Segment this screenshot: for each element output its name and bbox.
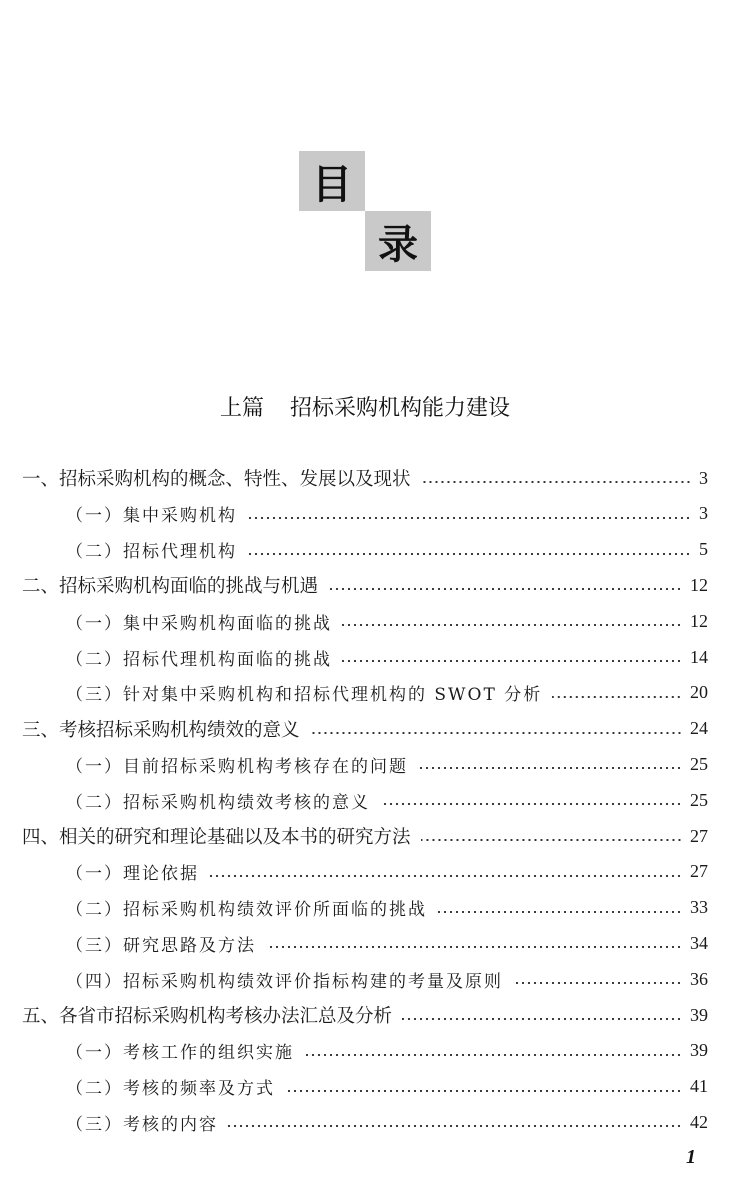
toc-entry-label: （一）考核工作的组织实施	[66, 1043, 294, 1064]
toc-section-entry[interactable]	[66, 532, 708, 568]
dot-leader	[402, 1018, 682, 1020]
dot-leader	[310, 732, 682, 734]
dot-leader	[437, 911, 682, 913]
toc-entry-label: （一）集中采购机构面临的挑战	[66, 613, 332, 634]
toc-entry-label: （一）理论依据	[66, 864, 199, 885]
title-char-lu: 录	[365, 211, 431, 271]
toc-section-entry[interactable]	[66, 675, 708, 711]
toc-entry-label: 一、招标采购机构的概念、特性、发展以及现状	[22, 469, 411, 490]
title-char-mu: 目	[299, 151, 365, 211]
toc-entry-page: 20	[690, 682, 708, 703]
toc-chapter-entry[interactable]	[22, 460, 708, 496]
dot-leader	[421, 839, 682, 841]
toc-entry-label: （一）目前招标采购机构考核存在的问题	[66, 756, 408, 777]
dot-leader	[247, 517, 691, 519]
toc-entry-label: （三）研究思路及方法	[66, 935, 256, 956]
toc-entry-page: 33	[690, 897, 708, 918]
toc-entry-label: （二）招标采购机构绩效考核的意义	[66, 792, 370, 813]
toc-entry-label: （一）集中采购机构	[66, 506, 237, 527]
toc-entry-label: （二）招标代理机构面临的挑战	[66, 649, 332, 670]
toc-entry-label: （三）考核的内容	[66, 1114, 218, 1135]
toc-entry-label: 二、招标采购机构面临的挑战与机遇	[22, 576, 319, 598]
toc-entry-page: 42	[690, 1111, 708, 1132]
page-number: 1	[686, 1146, 696, 1168]
toc-entry-label: 五、各省市招标采购机构考核办法汇总及分析	[22, 1006, 393, 1027]
dot-leader	[342, 660, 682, 662]
toc-section-entry[interactable]	[66, 496, 708, 532]
toc-section-entry[interactable]	[66, 782, 708, 818]
dot-leader	[304, 1054, 682, 1056]
toc-entry-page: 39	[690, 1040, 708, 1061]
toc-entry-page: 12	[690, 610, 708, 631]
dot-leader	[285, 1090, 682, 1092]
dot-leader	[228, 1125, 682, 1127]
dot-leader	[421, 481, 691, 483]
toc-entry-label: 三、考核招标采购机构绩效的意义	[22, 719, 300, 741]
dot-leader	[552, 696, 682, 698]
toc-entry-page: 24	[690, 718, 708, 739]
toc-entry-page: 3	[699, 467, 708, 488]
toc-section-entry[interactable]	[66, 1069, 708, 1105]
toc-entry-label: （二）招标采购机构绩效评价所面临的挑战	[66, 900, 427, 921]
toc-entry-page: 39	[690, 1004, 708, 1025]
toc-section-entry[interactable]	[66, 854, 708, 890]
toc-section-entry[interactable]	[66, 746, 708, 782]
toc-entry-page: 41	[690, 1076, 708, 1097]
part-name: 招标采购机构能力建设	[290, 396, 511, 421]
toc-entry-label: 四、相关的研究和理论基础以及本书的研究方法	[22, 827, 411, 848]
toc-entry-page: 27	[690, 861, 708, 882]
toc-chapter-entry[interactable]	[22, 818, 708, 854]
toc-entry-page: 5	[699, 539, 708, 560]
toc-entry-label: （四）招标采购机构绩效评价指标构建的考量及原则	[66, 971, 503, 992]
dot-leader	[513, 982, 682, 984]
toc-section-entry[interactable]	[66, 1033, 708, 1069]
dot-leader	[342, 624, 682, 626]
toc-entry-label: （二）招标代理机构	[66, 542, 237, 563]
toc-entry-page: 36	[690, 968, 708, 989]
dot-leader	[380, 803, 682, 805]
dot-leader	[209, 875, 682, 877]
dot-leader	[418, 767, 682, 769]
dot-leader	[328, 588, 682, 590]
part-prefix: 上篇	[219, 396, 264, 421]
toc-chapter-entry[interactable]	[22, 711, 708, 747]
toc-entry-page: 14	[690, 646, 708, 667]
toc-section-entry[interactable]	[66, 961, 708, 997]
toc-section-entry[interactable]	[66, 890, 708, 926]
dot-leader	[266, 946, 682, 948]
toc-entry-label: （三）针对集中采购机构和招标代理机构的 SWOT 分析	[66, 685, 543, 706]
toc-section-entry[interactable]	[66, 925, 708, 961]
toc-entry-page: 25	[690, 753, 708, 774]
dot-leader	[247, 553, 691, 555]
toc-chapter-entry[interactable]	[22, 567, 708, 603]
toc-entry-page: 3	[699, 503, 708, 524]
toc-chapter-entry[interactable]	[22, 997, 708, 1033]
toc-entry-page: 34	[690, 932, 708, 953]
toc-section-entry[interactable]	[66, 639, 708, 675]
toc-entry-label: （二）考核的频率及方式	[66, 1079, 275, 1100]
toc-entry-page: 27	[690, 825, 708, 846]
toc-entry-page: 12	[690, 574, 708, 595]
toc-section-entry[interactable]	[66, 1104, 708, 1140]
toc-entry-page: 25	[690, 789, 708, 810]
toc-section-entry[interactable]	[66, 603, 708, 639]
part-title	[0, 391, 730, 422]
